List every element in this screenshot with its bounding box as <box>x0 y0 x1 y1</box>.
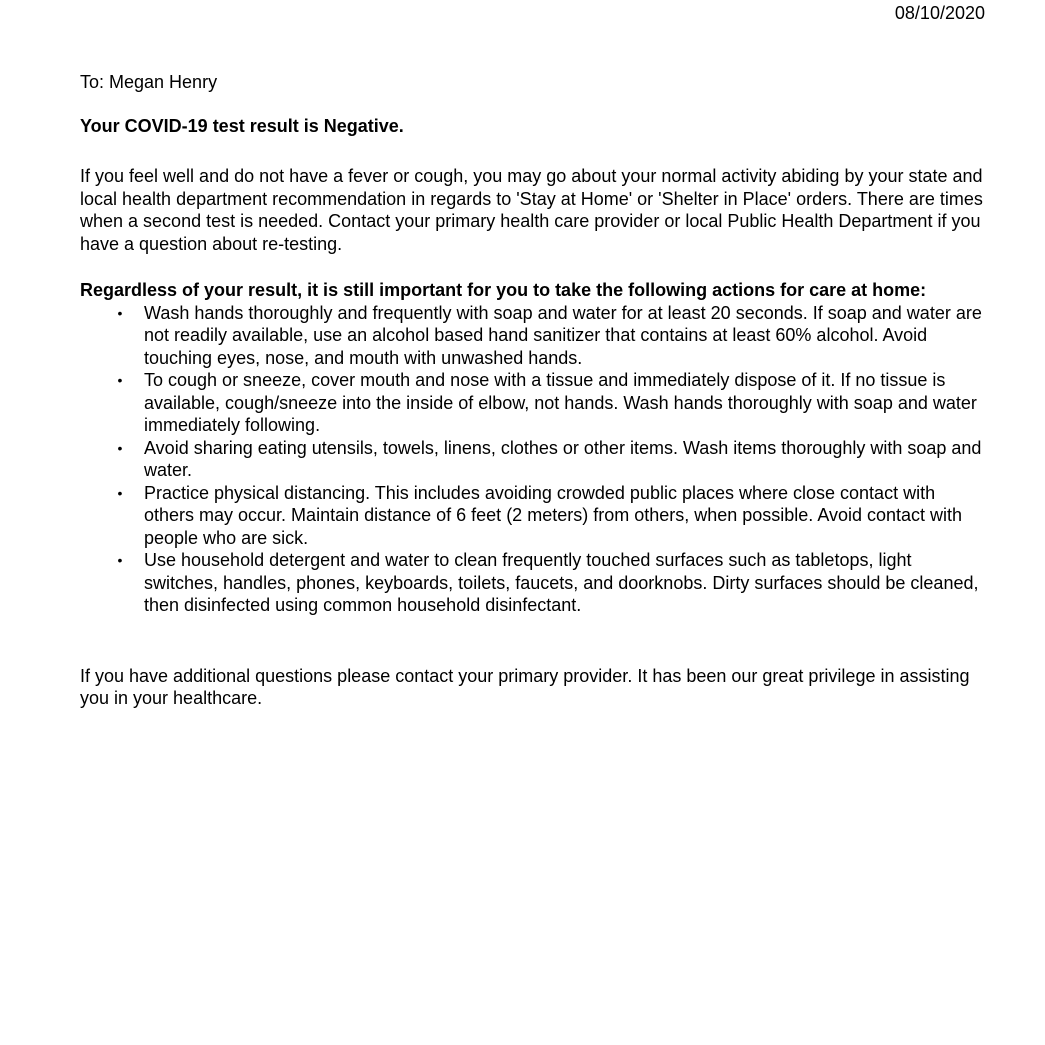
list-item-text: To cough or sneeze, cover mouth and nose with a tissue and immediately dispose of it. If no tissue is available, cough/sneeze into the inside of elbow, not hands. Wash hands thoroughly with soap and water immediately following. <box>144 370 977 435</box>
bullet-icon: • <box>117 304 123 321</box>
recipient-line: To: Megan Henry <box>80 72 218 92</box>
bullet-icon: • <box>117 439 123 456</box>
list-item <box>117 482 990 550</box>
list-item <box>117 302 990 370</box>
list-item-text: Practice physical distancing. This includes avoiding crowded public places where close contact with others may occur. Maintain distance of 6 feet (2 meters) from others, when possible. Avoid contact with people who are sick. <box>144 482 963 548</box>
letter-body <box>80 71 990 710</box>
list-item-text: Avoid sharing eating utensils, towels, linens, clothes or other items. Wash items thoroughly with soap and water. <box>144 437 982 480</box>
letter-date: 08/10/2020 <box>894 3 985 23</box>
test-result-line: Your COVID-19 test result is Negative. <box>80 115 404 136</box>
care-actions-list <box>80 302 990 617</box>
list-item-text: Use household detergent and water to clean frequently touched surfaces such as tabletops, light switches, handles, phones, keyboards, toilets, faucets, and doorknobs. Dirty surfaces should be cleaned, then disinfected using common household disinfectant. <box>144 550 979 615</box>
bullet-icon: • <box>117 372 123 388</box>
closing-paragraph: If you have additional questions please contact your primary provider. It has been our great privilege in assisting you in your healthcare. <box>80 665 970 708</box>
list-item <box>117 549 990 617</box>
bullet-icon: • <box>117 552 123 568</box>
bullet-icon: • <box>117 484 123 501</box>
intro-paragraph: If you feel well and do not have a fever or cough, you may go about your normal activity abiding by your state and local health department recommendation in regards to 'Stay at Home' or 'Shelter in Place' orders. There are times when a second test is needed. Contact your primary health care provider or local Public Health Department if you have a question about re-testing. <box>80 166 983 254</box>
list-item-text: Wash hands thoroughly and frequently with soap and water for at least 20 seconds. If soap and water are not readily available, use an alcohol based hand sanitizer that contains at least 60% alcohol. Avoid touching eyes, nose, and mouth with unwashed hands. <box>144 302 982 368</box>
list-item <box>117 369 990 437</box>
list-item <box>117 437 990 482</box>
actions-heading: Regardless of your result, it is still important for you to take the following actions for care at home: <box>80 280 927 300</box>
